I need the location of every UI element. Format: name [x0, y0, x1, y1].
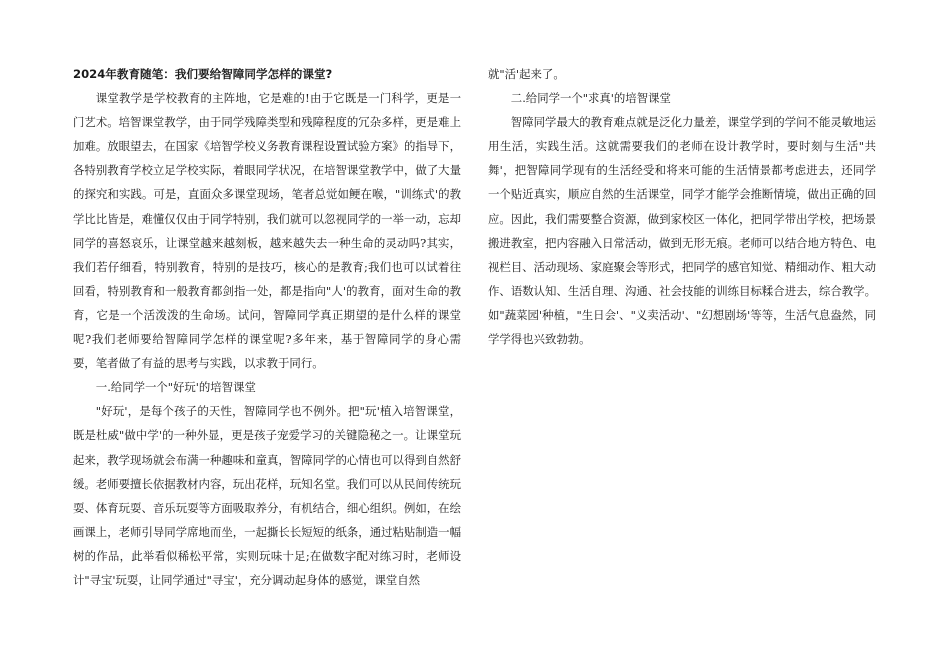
left-column	[73, 62, 461, 592]
section-heading-1: 一.给同学一个"好玩'的培智课堂	[95, 380, 256, 395]
document-title: 2024年教育随笔：我们要给智障同学怎样的课堂?	[73, 67, 333, 81]
section-heading-2: 二.给同学一个"求真'的培智课堂	[510, 91, 671, 106]
continued-text: 就"活'起来了。	[488, 67, 565, 81]
right-column	[488, 62, 876, 351]
intro-paragraph: 课堂教学是学校教育的主阵地，它是难的!由于它既是一门科学，更是一门艺术。培智课堂教学，由于同学残障类型和残障程度的冗杂多样，更是难上加难。放眼望去，在国家《培智学校义务教育课程设置试验方案》的指导下，各特别教育学校立足学校实际，着眼同学状况，在培智课堂教学中，做了大量的探究和实践。可是，直面众多课堂现场，笔者总觉如鲠在喉，"训练式'的教学比比皆是，难懂仅仅由于同学特别，我们就可以忽视同学的一举一动，忘却同学的喜怒哀乐，让课堂越来越刻板，越来越失去一种生命的灵动吗?其实，我们若仔细看，特别教育，特别的是技巧，核心的是教育;我们也可以试着往回看，特别教育和一般教育都剑指一处，都是指向"人'的教育，面对生命的教育，它是一个活泼泼的生命场。试问，智障同学真正期望的是什么样的课堂呢?我们老师要给智障同学怎样的课堂呢?多年来，基于智障同学的身心需要，笔者做了有益的思考与实践，以求教于同行。	[73, 91, 461, 371]
section-2-paragraph: 智障同学最大的教育难点就是泛化力量差，课堂学到的学问不能灵敏地运用生活，实践生活。这就需要我们的老师在设计教学时，要时刻与生活"共舞'，把智障同学现有的生活经受和将来可能的生活情景都考虑进去，还同学一个贴近真实，顺应自然的生活课堂，同学才能学会推断情境，做出正确的回应。因此，我们需要整合资源，做到家校区一体化，把同学带出学校，把场景搬进教室，把内容融入日常活动，做到无形无痕。老师可以结合地方特色、电视栏目、活动现场、家庭聚会等形式，把同学的感官知觉、精细动作、粗大动作、语数认知、生活自理、沟通、社会技能的训练目标糅合进去，综合教学。如"蔬菜园'种植，"生日会'、"义卖活动'、"幻想剧场'等等，生活气息盎然，同学学得也兴致勃勃。	[488, 115, 876, 347]
section-1-paragraph: "好玩'，是每个孩子的天性，智障同学也不例外。把"玩'植入培智课堂，既是杜威"做中学'的一种外显，更是孩子宠爱学习的关键隐秘之一。让课堂玩起来，教学现场就会布满一种趣味和童真，智障同学的心情也可以得到自然舒缓。老师要擅长依据教材内容，玩出花样，玩知名堂。我们可以从民间传统玩耍、体育玩耍、音乐玩耍等方面吸取养分，有机结合，细心组织。例如，在绘画课上，老师引导同学席地而坐，一起撕长长短短的纸条，通过粘贴制造一幅树的作品，此举看似稀松平常，实则玩味十足;在做数字配对练习时，老师设计"寻宝'玩耍，让同学通过"寻宝'，充分调动起身体的感觉，课堂自然	[73, 404, 461, 587]
